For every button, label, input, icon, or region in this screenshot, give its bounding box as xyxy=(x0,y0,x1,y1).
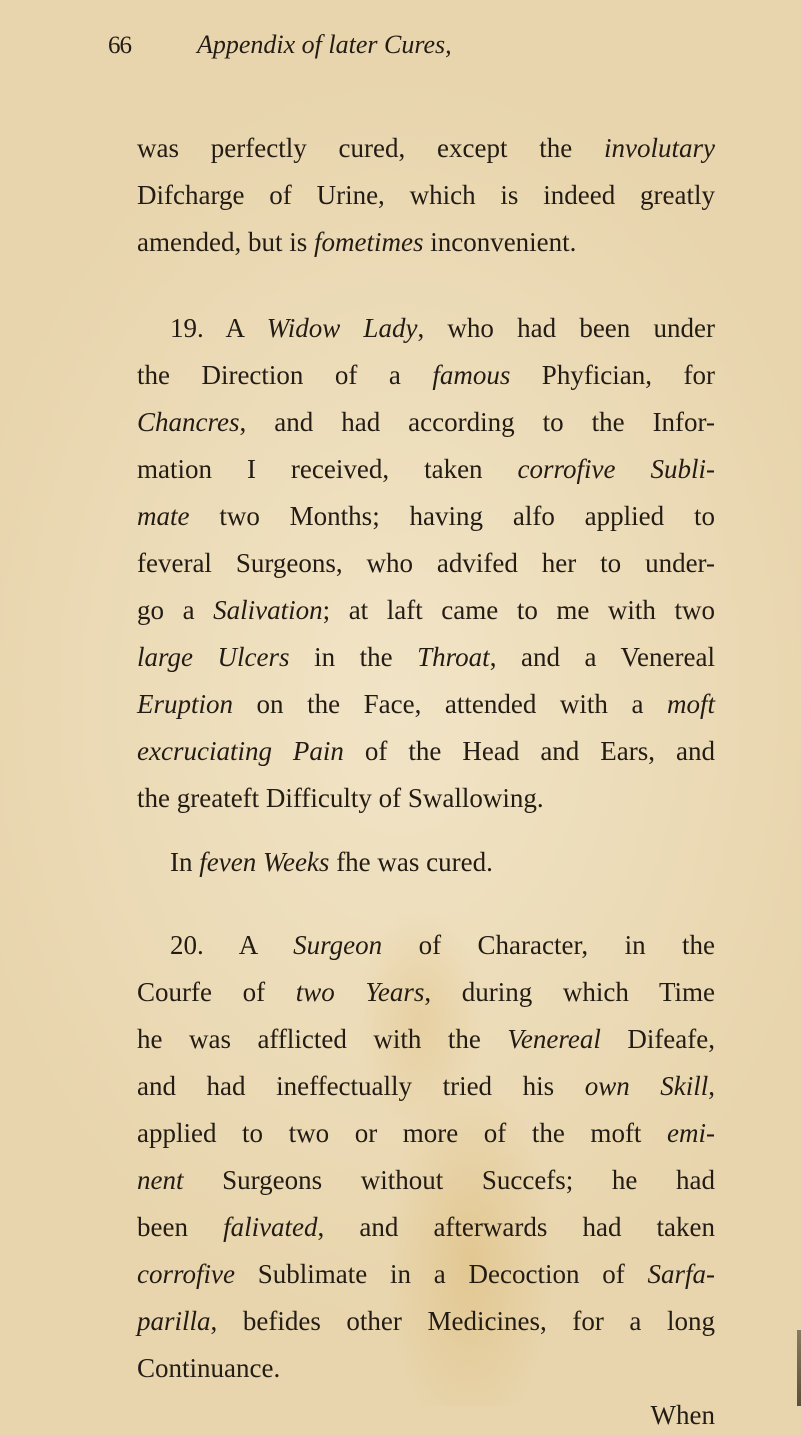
text-line xyxy=(137,1019,715,1059)
running-title: Appendix of later Cures, xyxy=(197,30,452,59)
text-line xyxy=(137,972,715,1012)
line-content: Difcharge of Urine, which is indeed greatly xyxy=(137,180,715,210)
line-content: mation I received, taken corrofive Subli- xyxy=(137,454,715,484)
line-content: Continuance. xyxy=(137,1353,281,1383)
line-content: Courfe of two Years, during which Time xyxy=(137,977,715,1007)
case-20-heading-line xyxy=(170,925,715,965)
text-line xyxy=(137,543,715,583)
case-19-heading-line xyxy=(170,308,715,348)
line-content: amended, but is fometimes inconvenient. xyxy=(137,227,577,257)
text-line xyxy=(137,449,715,489)
line-content: excruciating Pain of the Head and Ears, and xyxy=(137,736,715,766)
line-content: mate two Months; having alfo applied to xyxy=(137,501,715,531)
page-edge-shadow xyxy=(797,1330,801,1406)
text-line xyxy=(137,402,715,442)
line-content: go a Salivation; at laft came to me with two xyxy=(137,595,716,625)
case-19-result-line xyxy=(170,842,715,882)
line-content: the Direction of a famous Phyfician, for xyxy=(137,360,715,390)
line-content: feveral Surgeons, who advifed her to under- xyxy=(137,548,715,578)
line-content: large Ulcers in the Throat, and a Venereal xyxy=(137,642,715,672)
text-line xyxy=(137,355,715,395)
line-content: Chancres, and had according to the Infor- xyxy=(137,407,715,437)
text-line xyxy=(137,1066,715,1106)
line-content: parilla, befides other Medicines, for a long xyxy=(137,1306,715,1336)
text-line xyxy=(137,496,715,536)
text-line xyxy=(137,731,715,771)
text-line xyxy=(137,222,715,262)
page-number: 66 xyxy=(108,32,131,59)
text-line xyxy=(137,1348,715,1388)
text-line xyxy=(137,1301,715,1341)
text-line xyxy=(137,778,715,818)
text-line xyxy=(137,1160,715,1200)
text-line xyxy=(137,637,715,677)
catchword xyxy=(137,1395,715,1435)
line-content: and had ineffectually tried his own Skill, xyxy=(137,1071,716,1101)
line-content: he was afflicted with the Venereal Difeafe, xyxy=(137,1024,715,1054)
line-content: the greateft Difficulty of Swallowing. xyxy=(137,783,544,813)
line-content: 20. A Surgeon of Character, in the xyxy=(170,930,715,960)
line-content: been falivated, and afterwards had taken xyxy=(137,1212,716,1242)
line-content: nent Surgeons without Succefs; he had xyxy=(137,1165,715,1195)
line-content: applied to two or more of the moft emi- xyxy=(137,1118,715,1148)
line-content: Eruption on the Face, attended with a moft xyxy=(137,689,715,719)
catchword-text: When xyxy=(650,1400,715,1430)
text-line xyxy=(137,590,715,630)
text-line xyxy=(137,128,715,168)
line-content: 19. A Widow Lady, who had been under xyxy=(170,313,715,343)
line-content: corrofive Sublimate in a Decoction of Sarfa- xyxy=(137,1259,715,1289)
line-content: In feven Weeks fhe was cured. xyxy=(170,847,493,877)
line-content: was perfectly cured, except the involutary xyxy=(137,133,715,163)
running-head xyxy=(108,30,452,70)
text-line xyxy=(137,684,715,724)
text-line xyxy=(137,1207,715,1247)
text-line xyxy=(137,175,715,215)
text-line xyxy=(137,1113,715,1153)
text-line xyxy=(137,1254,715,1294)
